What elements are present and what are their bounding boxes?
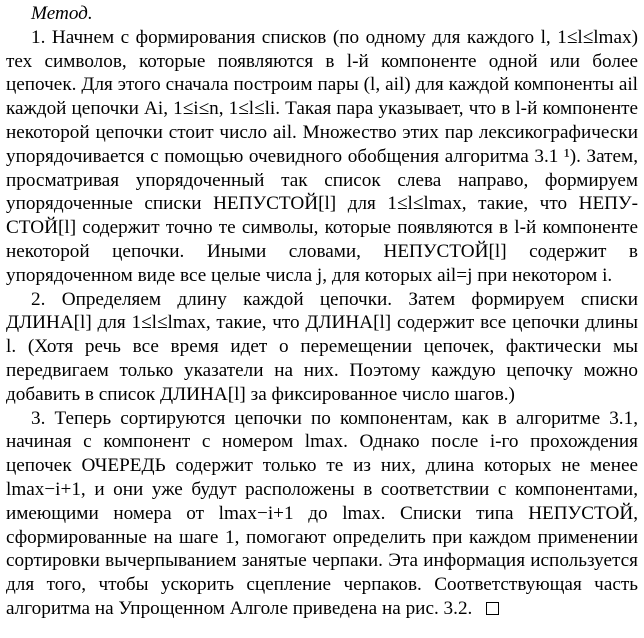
step-3-paragraph <box>6 407 638 621</box>
method-heading: Метод. <box>31 3 93 24</box>
step-3-text: 3. Теперь сортируются цепочки по компонентам, как в алгоритме 3.1, начиная с компонент с номером lmax. Однако после i-го прохождения цепочек ОЧЕРЕДЬ содержит только те из них, длина которых не менее lmax−i+1, и они уже будут расположены в соответствии с компонентами, имеющими номера от lmax−i+1 до lmax. Списки типа НЕПУСТОЙ, сформированные на шаге 1, помогают определить при каждом применении сортировки вычерпыванием занятые черпаки. Эта информация используется для того, чтобы ускорить сцепление черпаков. Соответствующая часть алгоритма на Упрощенном Алголе приведена на рис. 3.2. <box>6 407 638 619</box>
step-1-paragraph: 1. Начнем с формирования списков (по одному для каждого l, 1≤l≤lmax) тех символов, которые появляются в l-й компоненте одной или более цепочек. Для этого сначала построим пары (l, ail) для каждой компоненты ail каждой цепочки Ai, 1≤i≤n, 1≤l≤li. Такая пара указывает, что в l-й компоненте некоторой цепочки стоит число ail. Множество этих пар лексикографически упорядочивается с помощью очевидного обобщения алгоритма 3.1 ¹). Затем, просматривая упорядоченный так список слева направо, формируем упорядоченные списки НЕПУСТОЙ[l] для 1≤l≤lmax, такие, что НЕПУСТОЙ[l] содержит точно те символы, которые появляются в l-й компоненте некоторой цепочки. Иными словами, НЕПУСТОЙ[l] содержит в упорядоченном виде все целые числа j, для которых ail=j при некотором i. <box>6 26 638 286</box>
end-of-proof-square-icon <box>486 602 499 615</box>
step-2-paragraph: 2. Определяем длину каждой цепочки. Затем формируем списки ДЛИНА[l] для 1≤l≤lmax, такие, что ДЛИНА[l] содержит все цепочки длины l. (Хотя речь все время идет о перемещении цепочек, фактически мы передвигаем только указатели на них. Поэтому каждую цепочку можно добавить в список ДЛИНА[l] за фиксированное число шагов.) <box>6 288 638 405</box>
